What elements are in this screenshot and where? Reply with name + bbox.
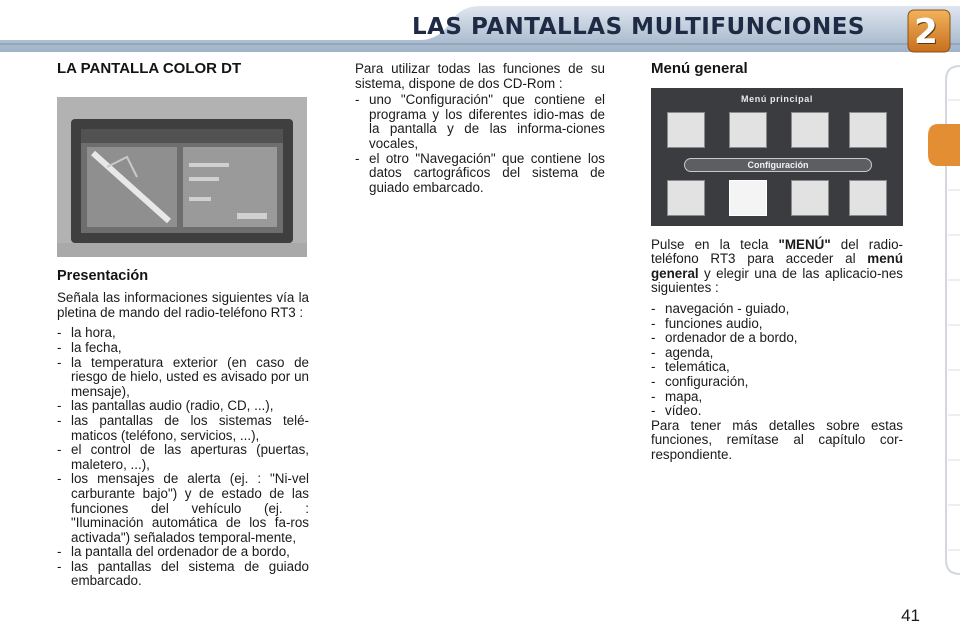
main-menu-screenshot: [651, 88, 903, 226]
list-item: - vídeo.: [651, 404, 903, 419]
video-icon: [849, 180, 887, 216]
section-title-general-menu: Menú general: [651, 60, 748, 77]
audio-icon: [729, 112, 767, 148]
list-item: - los mensajes de alerta (ej. : "Ni-vel carburante bajo") y de estado de las funciones del vehículo (ej. : "Iluminación automática de los fa-ros activada") señalados temporal-mente,: [57, 472, 309, 545]
list-item: - las pantallas de los sistemas telé-maticos (teléfono, servicios, ...),: [57, 414, 309, 443]
list-item: - navegación - guiado,: [651, 302, 903, 317]
chapter-tabs: [922, 60, 960, 580]
telematics-icon: [667, 180, 705, 216]
active-chapter-tab[interactable]: [928, 124, 960, 166]
menu-key-label: "MENÚ": [778, 236, 831, 252]
cdrom-list: [355, 93, 605, 195]
subsection-title-presentation: Presentación: [57, 267, 149, 284]
menu-instructions: [651, 238, 903, 296]
instr-text: del radio-teléfono RT3 para acceder al: [651, 236, 903, 267]
closing-note: Para tener más detalles sobre estas funciones, remítase al capítulo cor-respondiente.: [651, 417, 903, 462]
list-item: - agenda,: [651, 346, 903, 361]
menu-selected-item: Configuración: [684, 158, 872, 172]
presentation-intro: Señala las informaciones siguientes vía la pletina de mando del radio-teléfono RT3 :: [57, 290, 309, 320]
list-item: - uno "Configuración" que contiene el programa y los diferentes idio-mas de la pantalla y de las informa-ciones vocales,: [355, 93, 605, 151]
instr-text: y elegir una de las aplicacio-nes siguientes :: [651, 265, 903, 296]
list-item: - la fecha,: [57, 341, 309, 356]
middle-column: [355, 60, 605, 195]
list-item: - la pantalla del ordenador de a bordo,: [57, 545, 309, 560]
general-menu-label: menú general: [651, 251, 903, 281]
list-item: - la temperatura exterior (en caso de riesgo de hielo, usted es avisado por un mensaje),: [57, 356, 309, 400]
list-item: - la hora,: [57, 326, 309, 341]
list-item: - las pantallas audio (radio, CD, ...),: [57, 399, 309, 414]
menu-screen-title: Menú principal: [741, 93, 813, 104]
page-header: [0, 0, 960, 60]
left-column: [57, 60, 309, 589]
right-column: [651, 60, 903, 463]
list-item: - funciones audio,: [651, 317, 903, 332]
list-item: - mapa,: [651, 390, 903, 405]
list-item: - las pantallas del sistema de guiado embarcado.: [57, 560, 309, 589]
list-item: - el otro "Navegación" que contiene los datos cartográficos del sistema de guiado embarcado.: [355, 152, 605, 196]
list-item: - el control de las aperturas (puertas, maletero, ...),: [57, 443, 309, 472]
page-number: 41: [901, 606, 920, 625]
list-item: - ordenador de a bordo,: [651, 331, 903, 346]
presentation-list: [57, 326, 309, 589]
navigation-icon: [667, 112, 705, 148]
applications-list: [651, 302, 903, 419]
list-item: - configuración,: [651, 375, 903, 390]
map-icon: [791, 180, 829, 216]
computer-icon: [791, 112, 829, 148]
chapter-number: 2: [914, 12, 938, 52]
agenda-icon: [849, 112, 887, 148]
display-illustration: [57, 97, 307, 257]
section-title-color-display: LA PANTALLA COLOR DT: [57, 60, 242, 77]
color-display-photo: [57, 97, 307, 257]
header-title: LAS PANTALLAS MULTIFUNCIONES: [411, 14, 865, 40]
cdrom-intro: Para utilizar todas las funciones de su sistema, dispone de dos CD-Rom :: [355, 61, 605, 91]
instr-text: Pulse en la tecla: [651, 236, 779, 252]
list-item: - telemática,: [651, 360, 903, 375]
configuration-icon: [729, 180, 767, 216]
